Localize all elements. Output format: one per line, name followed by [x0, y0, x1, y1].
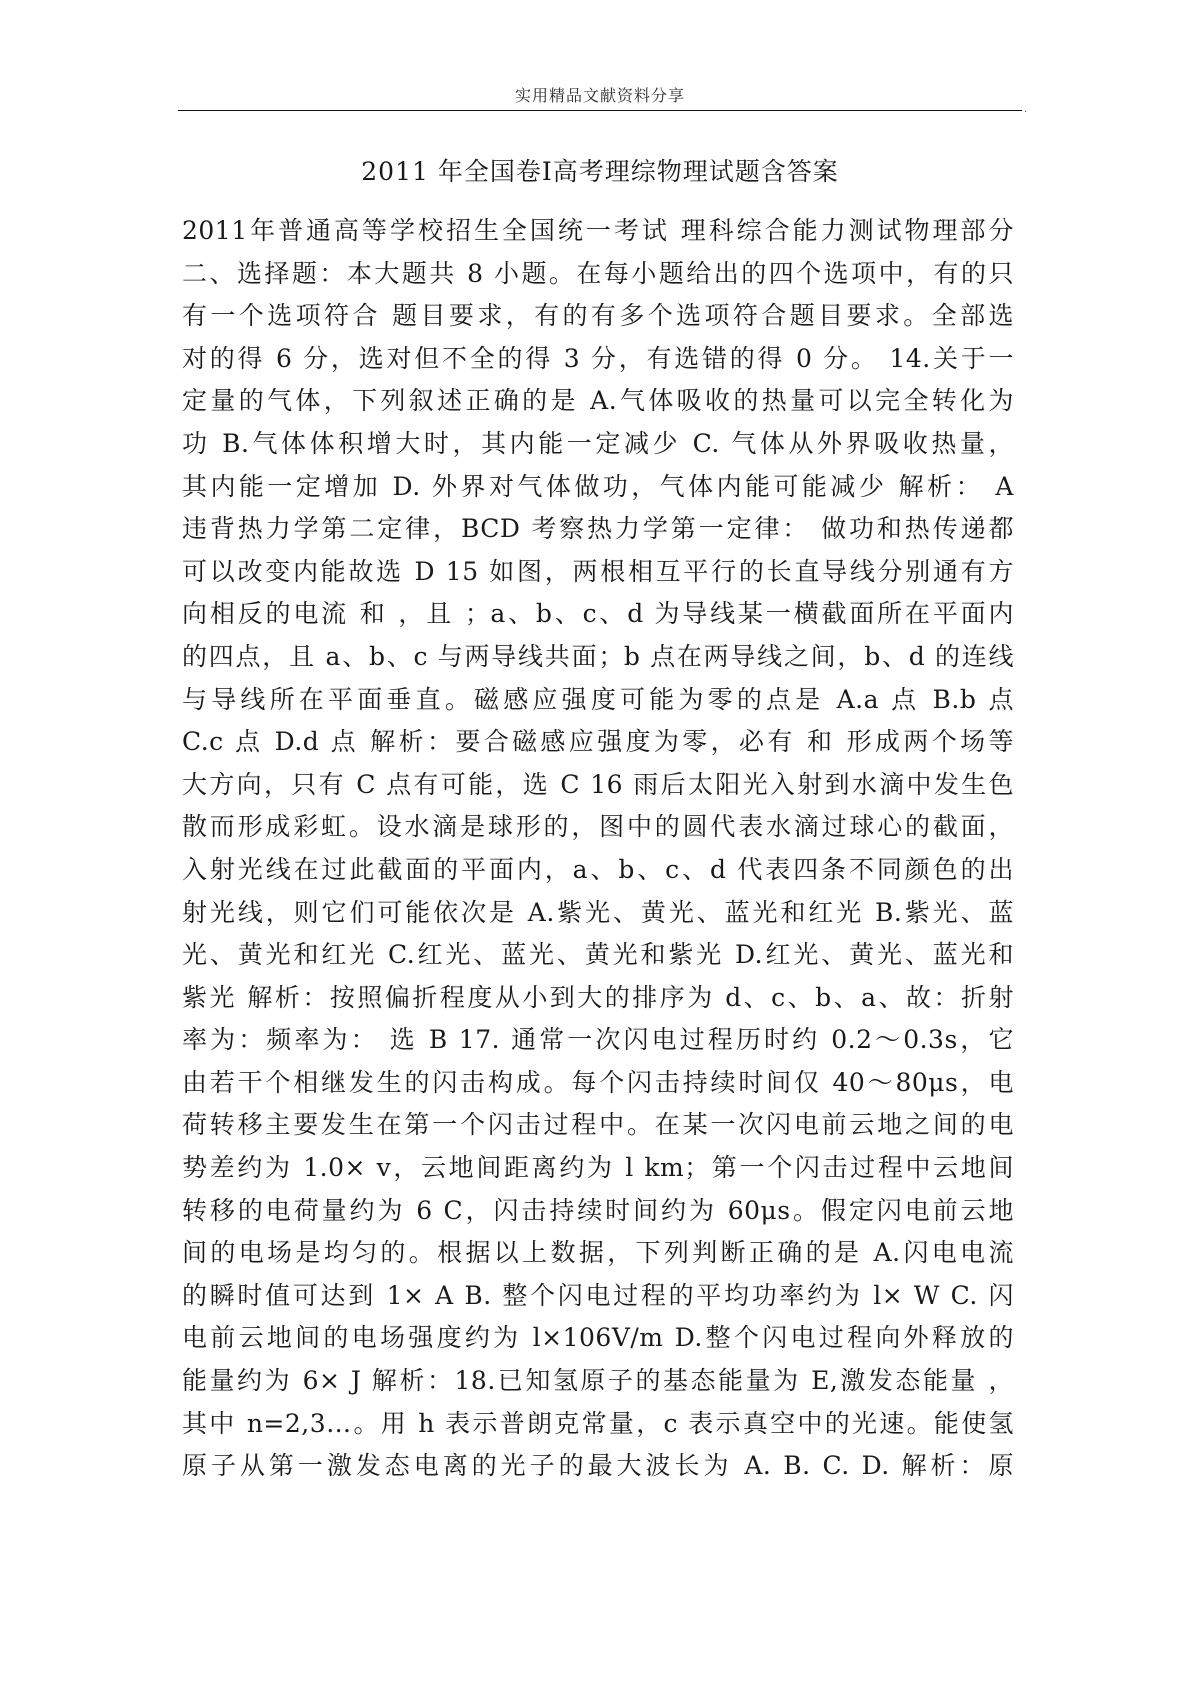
body-line: 势差约为 1.0× v，云地间距离约为 l km；第一个闪击过程中云地间	[182, 1153, 1014, 1183]
running-header: 实用精品文献资料分享	[514, 86, 685, 105]
body-line: 大方向，只有 C 点有可能，选 C 16 雨后太阳光入射到水滴中发生色	[182, 769, 1014, 799]
body-line: 其中 n=2,3…。用 h 表示普朗克常量，c 表示真空中的光速。能使氢	[182, 1408, 1014, 1438]
body-line: 向相反的电流 和 ，且 ；a、b、c、d 为导线某一横截面所在平面内	[182, 599, 1014, 629]
body-line: 2011年普通高等学校招生全国统一考试 理科综合能力测试物理部分	[182, 216, 1014, 245]
body-line: 入射光线在过此截面的平面内，a、b、c、d 代表四条不同颜色的出	[182, 854, 1014, 884]
header-rule	[178, 110, 1022, 111]
document-body	[182, 210, 1014, 1488]
body-line: 能量约为 6× J 解析：18.已知氢原子的基态能量为 E,激发态能量 ，	[182, 1366, 1014, 1396]
body-line: 对的得 6 分，选对但不全的得 3 分，有选错的得 0 分。 14.关于一	[182, 343, 1014, 373]
body-line: 违背热力学第二定律，BCD 考察热力学第一定律： 做功和热传递都	[182, 514, 1014, 544]
body-line: 光、黄光和红光 C.红光、蓝光、黄光和紫光 D.红光、黄光、蓝光和	[182, 940, 1014, 970]
body-line: 功 B.气体体积增大时，其内能一定减少 C. 气体从外界吸收热量，	[182, 428, 1014, 458]
document-title: 2011 年全国卷Ⅰ高考理综物理试题含答案	[361, 157, 839, 186]
body-line: 电前云地间的电场强度约为 l×106V/m D.整个闪电过程向外释放的	[182, 1323, 1014, 1353]
body-line: 与导线所在平面垂直。磁感应强度可能为零的点是 A.a 点 B.b 点	[182, 684, 1014, 714]
body-line: 散而形成彩虹。设水滴是球形的，图中的圆代表水滴过球心的截面，	[182, 812, 1014, 842]
body-line: 的瞬时值可达到 1× A B. 整个闪电过程的平均功率约为 l× W C. 闪	[182, 1280, 1014, 1310]
body-line: C.c 点 D.d 点 解析：要合磁感应强度为零，必有 和 形成两个场等	[182, 727, 1014, 757]
body-line: 荷转移主要发生在第一个闪击过程中。在某一次闪电前云地之间的电	[182, 1110, 1014, 1140]
body-line: 紫光 解析：按照偏折程度从小到大的排序为 d、c、b、a、故：折射	[182, 982, 1014, 1012]
body-line: 二、选择题：本大题共 8 小题。在每小题给出的四个选项中，有的只	[182, 258, 1014, 288]
body-line: 的四点，且 a、b、c 与两导线共面；b 点在两导线之间，b、d 的连线	[182, 641, 1014, 671]
body-line: 射光线，则它们可能依次是 A.紫光、黄光、蓝光和红光 B.紫光、蓝	[182, 897, 1014, 927]
body-line: 其内能一定增加 D. 外界对气体做功，气体内能可能减少 解析： A	[182, 471, 1014, 501]
body-line: 率为：频率为： 选 B 17. 通常一次闪电过程历时约 0.2～0.3s，它	[182, 1025, 1014, 1055]
body-line: 转移的电荷量约为 6 C，闪击持续时间约为 60μs。假定闪电前云地	[182, 1195, 1014, 1225]
body-line: 由若干个相继发生的闪击构成。每个闪击持续时间仅 40～80μs，电	[182, 1067, 1014, 1097]
body-line: 可以改变内能故选 D 15 如图，两根相互平行的长直导线分别通有方	[182, 556, 1014, 586]
body-line: 定量的气体，下列叙述正确的是 A.气体吸收的热量可以完全转化为	[182, 386, 1014, 416]
body-line: 间的电场是均匀的。根据以上数据，下列判断正确的是 A.闪电电流	[182, 1238, 1014, 1268]
body-line: 有一个选项符合 题目要求，有的有多个选项符合题目要求。全部选	[182, 301, 1014, 331]
header-rule-end-mark: .	[1024, 104, 1028, 115]
body-line: 原子从第一激发态电离的光子的最大波长为 A. B. C. D. 解析：原	[182, 1451, 1014, 1481]
